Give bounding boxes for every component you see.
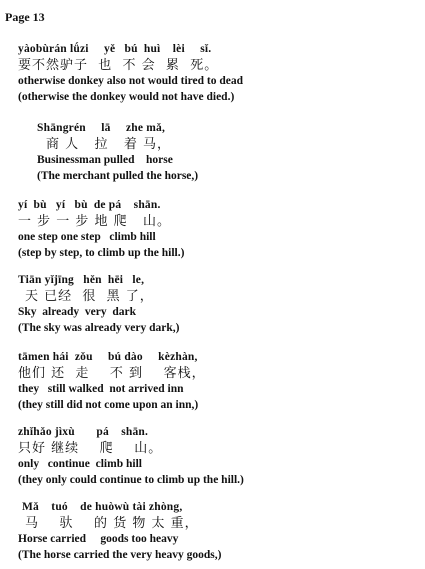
hanzi-line: 只好 继续 爬 山。 bbox=[18, 441, 163, 456]
english-line: one step one step climb hill bbox=[18, 231, 156, 243]
english-line: only continue climb hill bbox=[18, 458, 142, 470]
pinyin-line: yí bù yí bù de pá shān. bbox=[18, 199, 161, 211]
english-line: Horse carried goods too heavy bbox=[18, 533, 179, 545]
english-line: Businessman pulled horse bbox=[37, 154, 173, 166]
hanzi-line: 他们 还 走 不 到 客栈， bbox=[18, 366, 206, 381]
english-line: Sky already very dark bbox=[18, 306, 136, 318]
hanzi-line: 要不然驴子 也 不 会 累 死。 bbox=[18, 58, 219, 73]
pinyin-line: Shāngrén lā zhe mǎ, bbox=[37, 122, 166, 134]
hanzi-line: 一 步 一 步 地 爬 山。 bbox=[18, 214, 172, 229]
pinyin-line: Mǎ tuó de huòwù tài zhòng, bbox=[22, 501, 183, 513]
translation-line: (The horse carried the very heavy goods,) bbox=[18, 549, 222, 561]
pinyin-line: Tiān yǐjīng hěn hēi le, bbox=[18, 274, 145, 286]
translation-line: (otherwise the donkey would not have died.) bbox=[18, 91, 235, 103]
translation-line: (step by step, to climb up the hill.) bbox=[18, 247, 185, 259]
translation-line: (The sky was already very dark,) bbox=[18, 322, 180, 334]
translation-line: (The merchant pulled the horse,) bbox=[37, 170, 199, 182]
pinyin-line: zhǐhǎo jìxù pá shān. bbox=[18, 426, 149, 438]
translation-line: (they still did not come upon an inn,) bbox=[18, 399, 199, 411]
pinyin-line: tāmen hái zǒu bú dào kèzhàn, bbox=[18, 351, 198, 363]
english-line: they still walked not arrived inn bbox=[18, 383, 184, 395]
pinyin-line: yàobùrán lǘzi yě bú huì lèi sǐ. bbox=[18, 43, 212, 55]
hanzi-line: 马 驮 的 货 物 太 重， bbox=[25, 516, 199, 531]
page-title: Page 13 bbox=[5, 10, 45, 24]
english-line: otherwise donkey also not would tired to dead bbox=[18, 75, 244, 87]
translation-line: (they only could continue to climb up the hill.) bbox=[18, 474, 244, 486]
hanzi-line: 商 人 拉 着 马， bbox=[46, 137, 172, 152]
hanzi-line: 天 已经 很 黑 了， bbox=[25, 289, 154, 304]
